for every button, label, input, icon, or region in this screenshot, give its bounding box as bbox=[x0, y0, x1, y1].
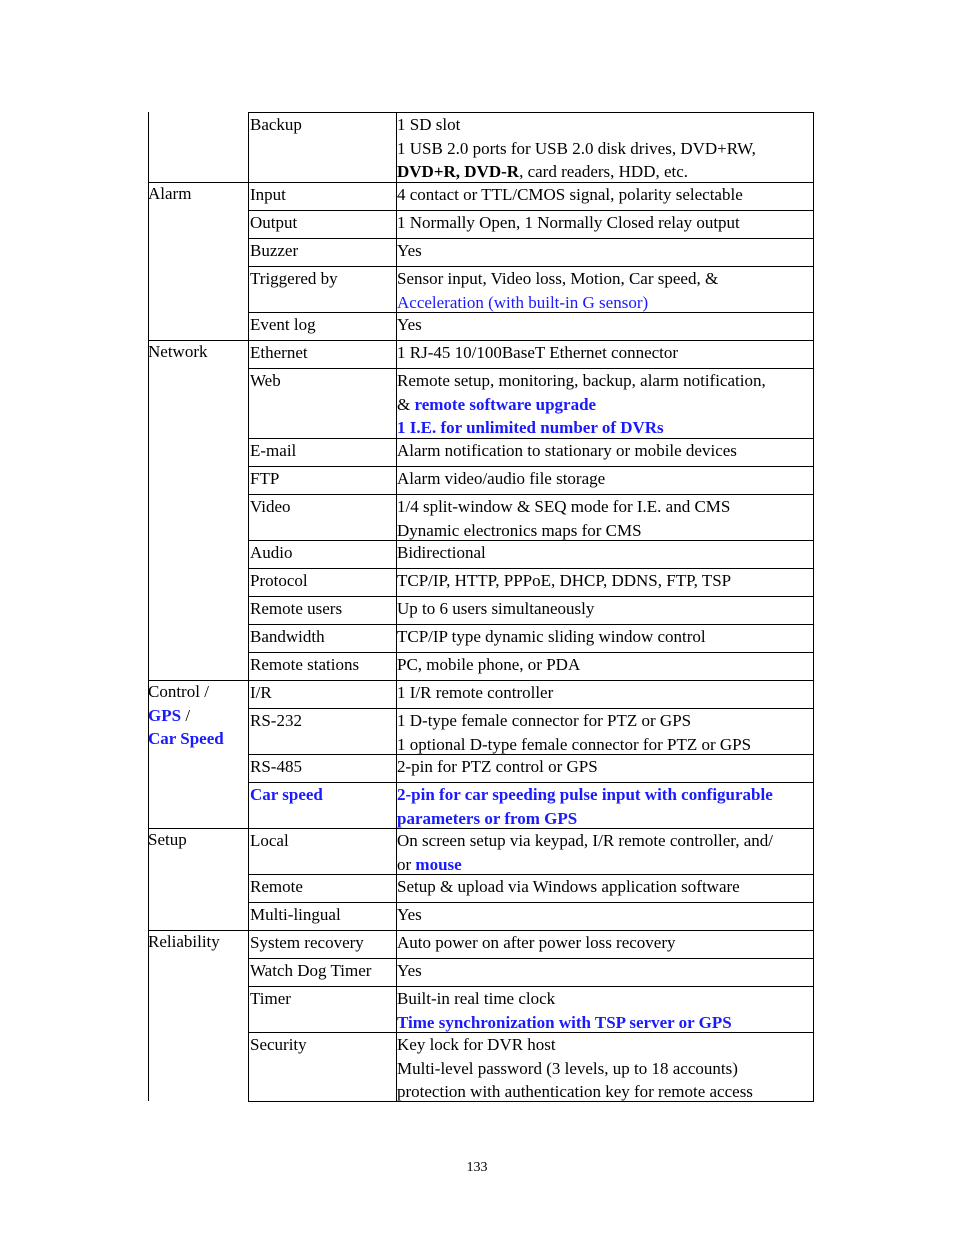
bold-text: DVD+R, DVD-R bbox=[397, 162, 520, 181]
table-row bbox=[248, 958, 814, 986]
highlight-text: GPS bbox=[148, 705, 182, 725]
category-label: Network bbox=[148, 342, 208, 361]
table-row bbox=[248, 930, 814, 958]
row-label: Backup bbox=[250, 115, 302, 134]
value-line: Remote setup, monitoring, backup, alarm notification, bbox=[397, 371, 766, 390]
row-label: Buzzer bbox=[250, 241, 299, 260]
value-line: Sensor input, Video loss, Motion, Car speed, & bbox=[397, 269, 719, 288]
row-label: Bandwidth bbox=[250, 627, 325, 646]
row-label: Car speed bbox=[250, 785, 323, 804]
row-value bbox=[396, 369, 813, 438]
table-row bbox=[248, 624, 814, 652]
row-value: Bidirectional bbox=[396, 541, 813, 568]
category-label: Alarm bbox=[148, 184, 192, 203]
row-label: Remote stations bbox=[250, 655, 360, 674]
row-value: 4 contact or TTL/CMOS signal, polarity selectable bbox=[396, 183, 813, 210]
table-row bbox=[248, 708, 814, 754]
row-label: Protocol bbox=[250, 571, 308, 590]
plain-text: / bbox=[181, 705, 191, 725]
plain-text: , card readers, HDD, etc. bbox=[519, 162, 689, 181]
table-row bbox=[248, 902, 814, 930]
table-row bbox=[248, 828, 814, 874]
table-row bbox=[248, 182, 814, 210]
category-text bbox=[148, 704, 246, 728]
value-line bbox=[397, 160, 813, 184]
highlight-text: mouse bbox=[415, 854, 462, 874]
table-row bbox=[248, 238, 814, 266]
value-line: 1/4 split-window & SEQ mode for I.E. and CMS bbox=[397, 497, 731, 516]
table-row bbox=[248, 112, 814, 182]
row-value: Auto power on after power loss recovery bbox=[396, 931, 813, 958]
row-label: E-mail bbox=[250, 441, 297, 460]
row-label: Multi-lingual bbox=[250, 905, 341, 924]
value-line: Built-in real time clock bbox=[397, 989, 556, 1008]
row-value: 1 Normally Open, 1 Normally Closed relay output bbox=[396, 211, 813, 238]
table-row bbox=[248, 596, 814, 624]
row-value: PC, mobile phone, or PDA bbox=[396, 653, 813, 680]
highlight-line: Acceleration (with built-in G sensor) bbox=[397, 292, 649, 312]
row-value: Yes bbox=[396, 313, 813, 340]
plain-text: & bbox=[397, 394, 415, 414]
row-label: Video bbox=[250, 497, 291, 516]
row-value: Up to 6 users simultaneously bbox=[396, 597, 813, 624]
table-row bbox=[248, 466, 814, 494]
value-line bbox=[397, 393, 813, 417]
row-value: TCP/IP type dynamic sliding window control bbox=[396, 625, 813, 652]
table-row bbox=[248, 368, 814, 438]
row-value: 1 RJ-45 10/100BaseT Ethernet connector bbox=[396, 341, 813, 368]
highlight-text: Car Speed bbox=[148, 729, 224, 748]
table-row bbox=[248, 782, 814, 828]
row-value: Alarm notification to stationary or mobile devices bbox=[396, 439, 813, 466]
table-row bbox=[248, 266, 814, 312]
table-row bbox=[248, 340, 814, 368]
table-row bbox=[248, 754, 814, 782]
row-label: Local bbox=[250, 831, 289, 850]
table-row bbox=[248, 986, 814, 1032]
row-label: I/R bbox=[250, 683, 272, 702]
row-label: FTP bbox=[250, 469, 280, 488]
row-value bbox=[396, 829, 813, 874]
row-label: RS-232 bbox=[250, 711, 302, 730]
row-label: Audio bbox=[250, 543, 293, 562]
value-line: 2-pin for car speeding pulse input with configurable bbox=[397, 785, 773, 804]
row-label: Input bbox=[250, 185, 286, 204]
row-value bbox=[396, 495, 813, 540]
highlight-line: Time synchronization with TSP server or GPS bbox=[397, 1012, 732, 1032]
category-label: Reliability bbox=[148, 932, 220, 951]
row-value bbox=[396, 113, 813, 182]
table-row bbox=[248, 494, 814, 540]
table-row bbox=[248, 680, 814, 708]
row-value: Yes bbox=[396, 903, 813, 930]
value-line: 1 D-type female connector for PTZ or GPS bbox=[397, 711, 692, 730]
table-row bbox=[248, 568, 814, 596]
table-row bbox=[248, 652, 814, 680]
row-label: Watch Dog Timer bbox=[250, 961, 372, 980]
row-label: Ethernet bbox=[250, 343, 308, 362]
category-label: Setup bbox=[148, 830, 187, 849]
row-value: TCP/IP, HTTP, PPPoE, DHCP, DDNS, FTP, TSP bbox=[396, 569, 813, 596]
category-text: Control / bbox=[148, 682, 209, 701]
row-value: Alarm video/audio file storage bbox=[396, 467, 813, 494]
value-line: protection with authentication key for remote access bbox=[397, 1082, 753, 1101]
value-line: Multi-level password (3 levels, up to 18 accounts) bbox=[397, 1058, 738, 1078]
row-value bbox=[396, 783, 813, 828]
table-row bbox=[248, 312, 814, 340]
value-line: parameters or from GPS bbox=[397, 808, 578, 828]
row-label: Triggered by bbox=[250, 269, 338, 288]
row-label: Web bbox=[250, 371, 281, 390]
row-label: Remote bbox=[250, 877, 303, 896]
row-value: 1 I/R remote controller bbox=[396, 681, 813, 708]
value-line: On screen setup via keypad, I/R remote controller, and/ bbox=[397, 831, 774, 850]
row-value bbox=[396, 1033, 813, 1101]
value-line: Dynamic electronics maps for CMS bbox=[397, 520, 642, 540]
table-row bbox=[248, 210, 814, 238]
row-label: Timer bbox=[250, 989, 291, 1008]
row-label: Remote users bbox=[250, 599, 343, 618]
table-row bbox=[248, 438, 814, 466]
value-line: 1 optional D-type female connector for PTZ or GPS bbox=[397, 734, 752, 754]
plain-text: or bbox=[397, 854, 416, 874]
value-line: 1 SD slot bbox=[397, 115, 461, 134]
row-label: RS-485 bbox=[250, 757, 302, 776]
page-number: 133 bbox=[466, 1160, 488, 1175]
row-label: Security bbox=[250, 1035, 307, 1054]
highlight-text: remote software upgrade bbox=[414, 394, 597, 414]
table-row bbox=[248, 1032, 814, 1102]
row-value: Yes bbox=[396, 959, 813, 986]
row-value bbox=[396, 987, 813, 1032]
value-line bbox=[397, 853, 813, 877]
row-value bbox=[396, 709, 813, 754]
row-value: 2-pin for PTZ control or GPS bbox=[396, 755, 813, 782]
row-label: Event log bbox=[250, 315, 316, 334]
value-line: 1 USB 2.0 ports for USB 2.0 disk drives, DVD+RW, bbox=[397, 138, 756, 158]
row-value: Yes bbox=[396, 239, 813, 266]
category-label bbox=[148, 680, 246, 751]
row-value: Setup & upload via Windows application software bbox=[396, 875, 813, 902]
table-row bbox=[248, 540, 814, 568]
row-label: Output bbox=[250, 213, 298, 232]
row-value bbox=[396, 267, 813, 312]
table-row bbox=[248, 874, 814, 902]
value-line: Key lock for DVR host bbox=[397, 1035, 556, 1054]
row-label: System recovery bbox=[250, 933, 364, 952]
highlight-line: 1 I.E. for unlimited number of DVRs bbox=[397, 418, 664, 437]
